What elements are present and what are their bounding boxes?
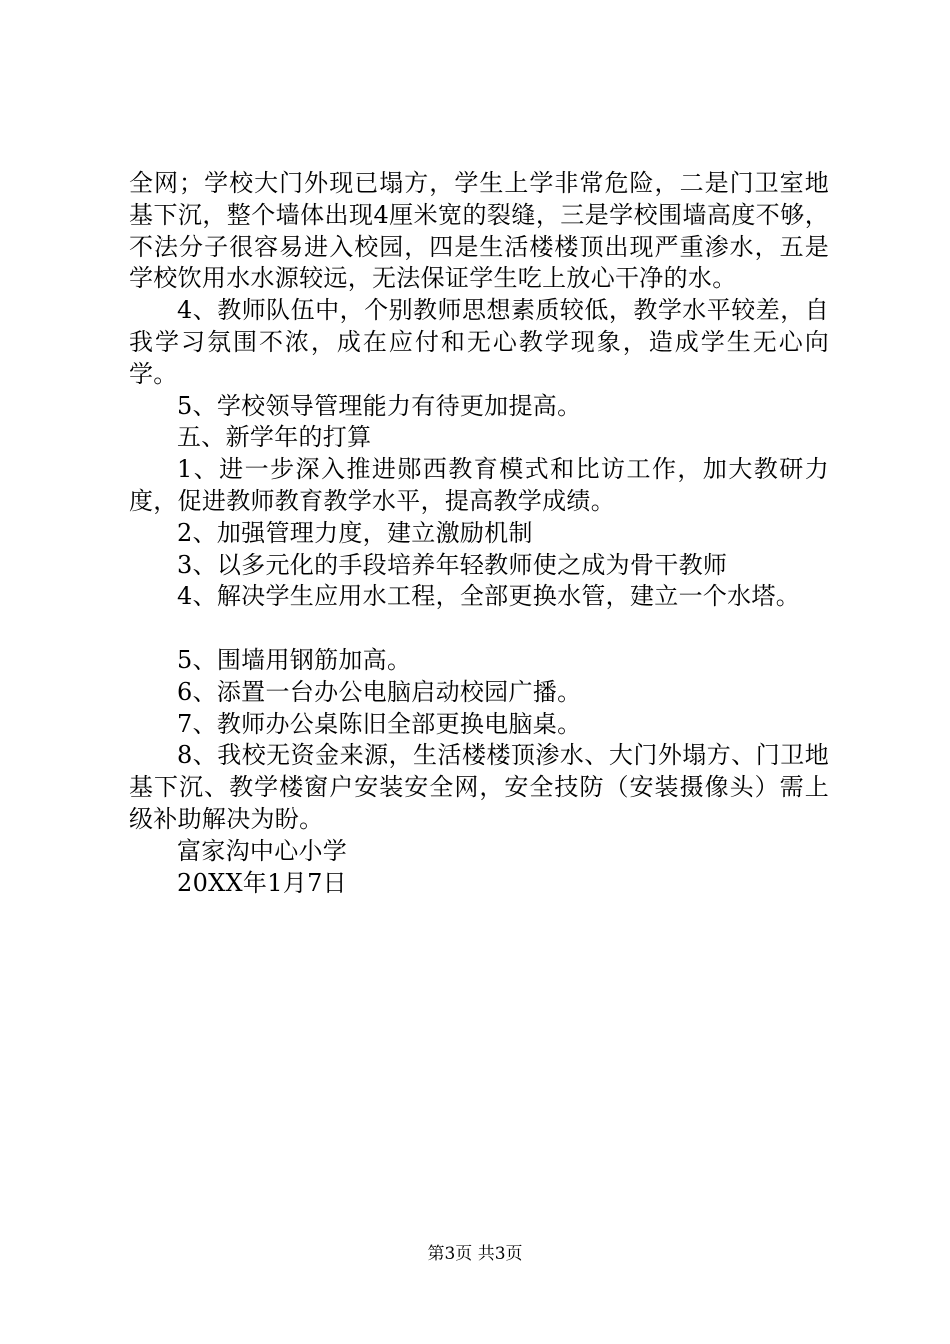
plan-item-1: 1、进一步深入推进郧西教育模式和比访工作，加大教研力度，促进教师教育教学水平，提高教学成绩。 — [129, 455, 829, 515]
document-body — [129, 168, 829, 899]
paragraph-leadership: 5、学校领导管理能力有待更加提高。 — [177, 391, 582, 420]
plan-item-4: 4、解决学生应用水工程，全部更换水管，建立一个水塔。 — [177, 582, 801, 611]
plan-item-5: 5、围墙用钢筋加高。 — [177, 645, 412, 674]
signature-date: 20XX年1月7日 — [177, 868, 347, 897]
page-number-label: 第3页 共3页 — [427, 1244, 523, 1264]
page-footer — [0, 1244, 950, 1264]
plan-item-3: 3、以多元化的手段培养年轻教师使之成为骨干教师 — [177, 550, 728, 579]
plan-item-2: 2、加强管理力度，建立激励机制 — [177, 518, 533, 547]
paragraph-safety-issues: 全网；学校大门外现已塌方，学生上学非常危险，二是门卫室地基下沉，整个墙体出现4厘米宽的裂缝，三是学校围墙高度不够，不法分子很容易进入校园，四是生活楼楼顶出现严重渗水，五是学校饮用水水源较远，无法保证学生吃上放心干净的水。 — [129, 169, 829, 293]
plan-item-8: 8、我校无资金来源，生活楼楼顶渗水、大门外塌方、门卫地基下沉、教学楼窗户安装安全网，安全技防（安装摄像头）需上级补助解决为盼。 — [129, 741, 829, 833]
plan-item-6: 6、添置一台办公电脑启动校园广播。 — [177, 677, 582, 706]
signature-school-name: 富家沟中心小学 — [177, 836, 348, 865]
paragraph-teacher-issues: 4、教师队伍中，个别教师思想素质较低，教学水平较差，自我学习氛围不浓，成在应付和无心教学现象，造成学生无心向学。 — [129, 296, 829, 388]
section-heading-new-year-plan: 五、新学年的打算 — [177, 423, 372, 452]
plan-item-7: 7、教师办公桌陈旧全部更换电脑桌。 — [177, 709, 582, 738]
